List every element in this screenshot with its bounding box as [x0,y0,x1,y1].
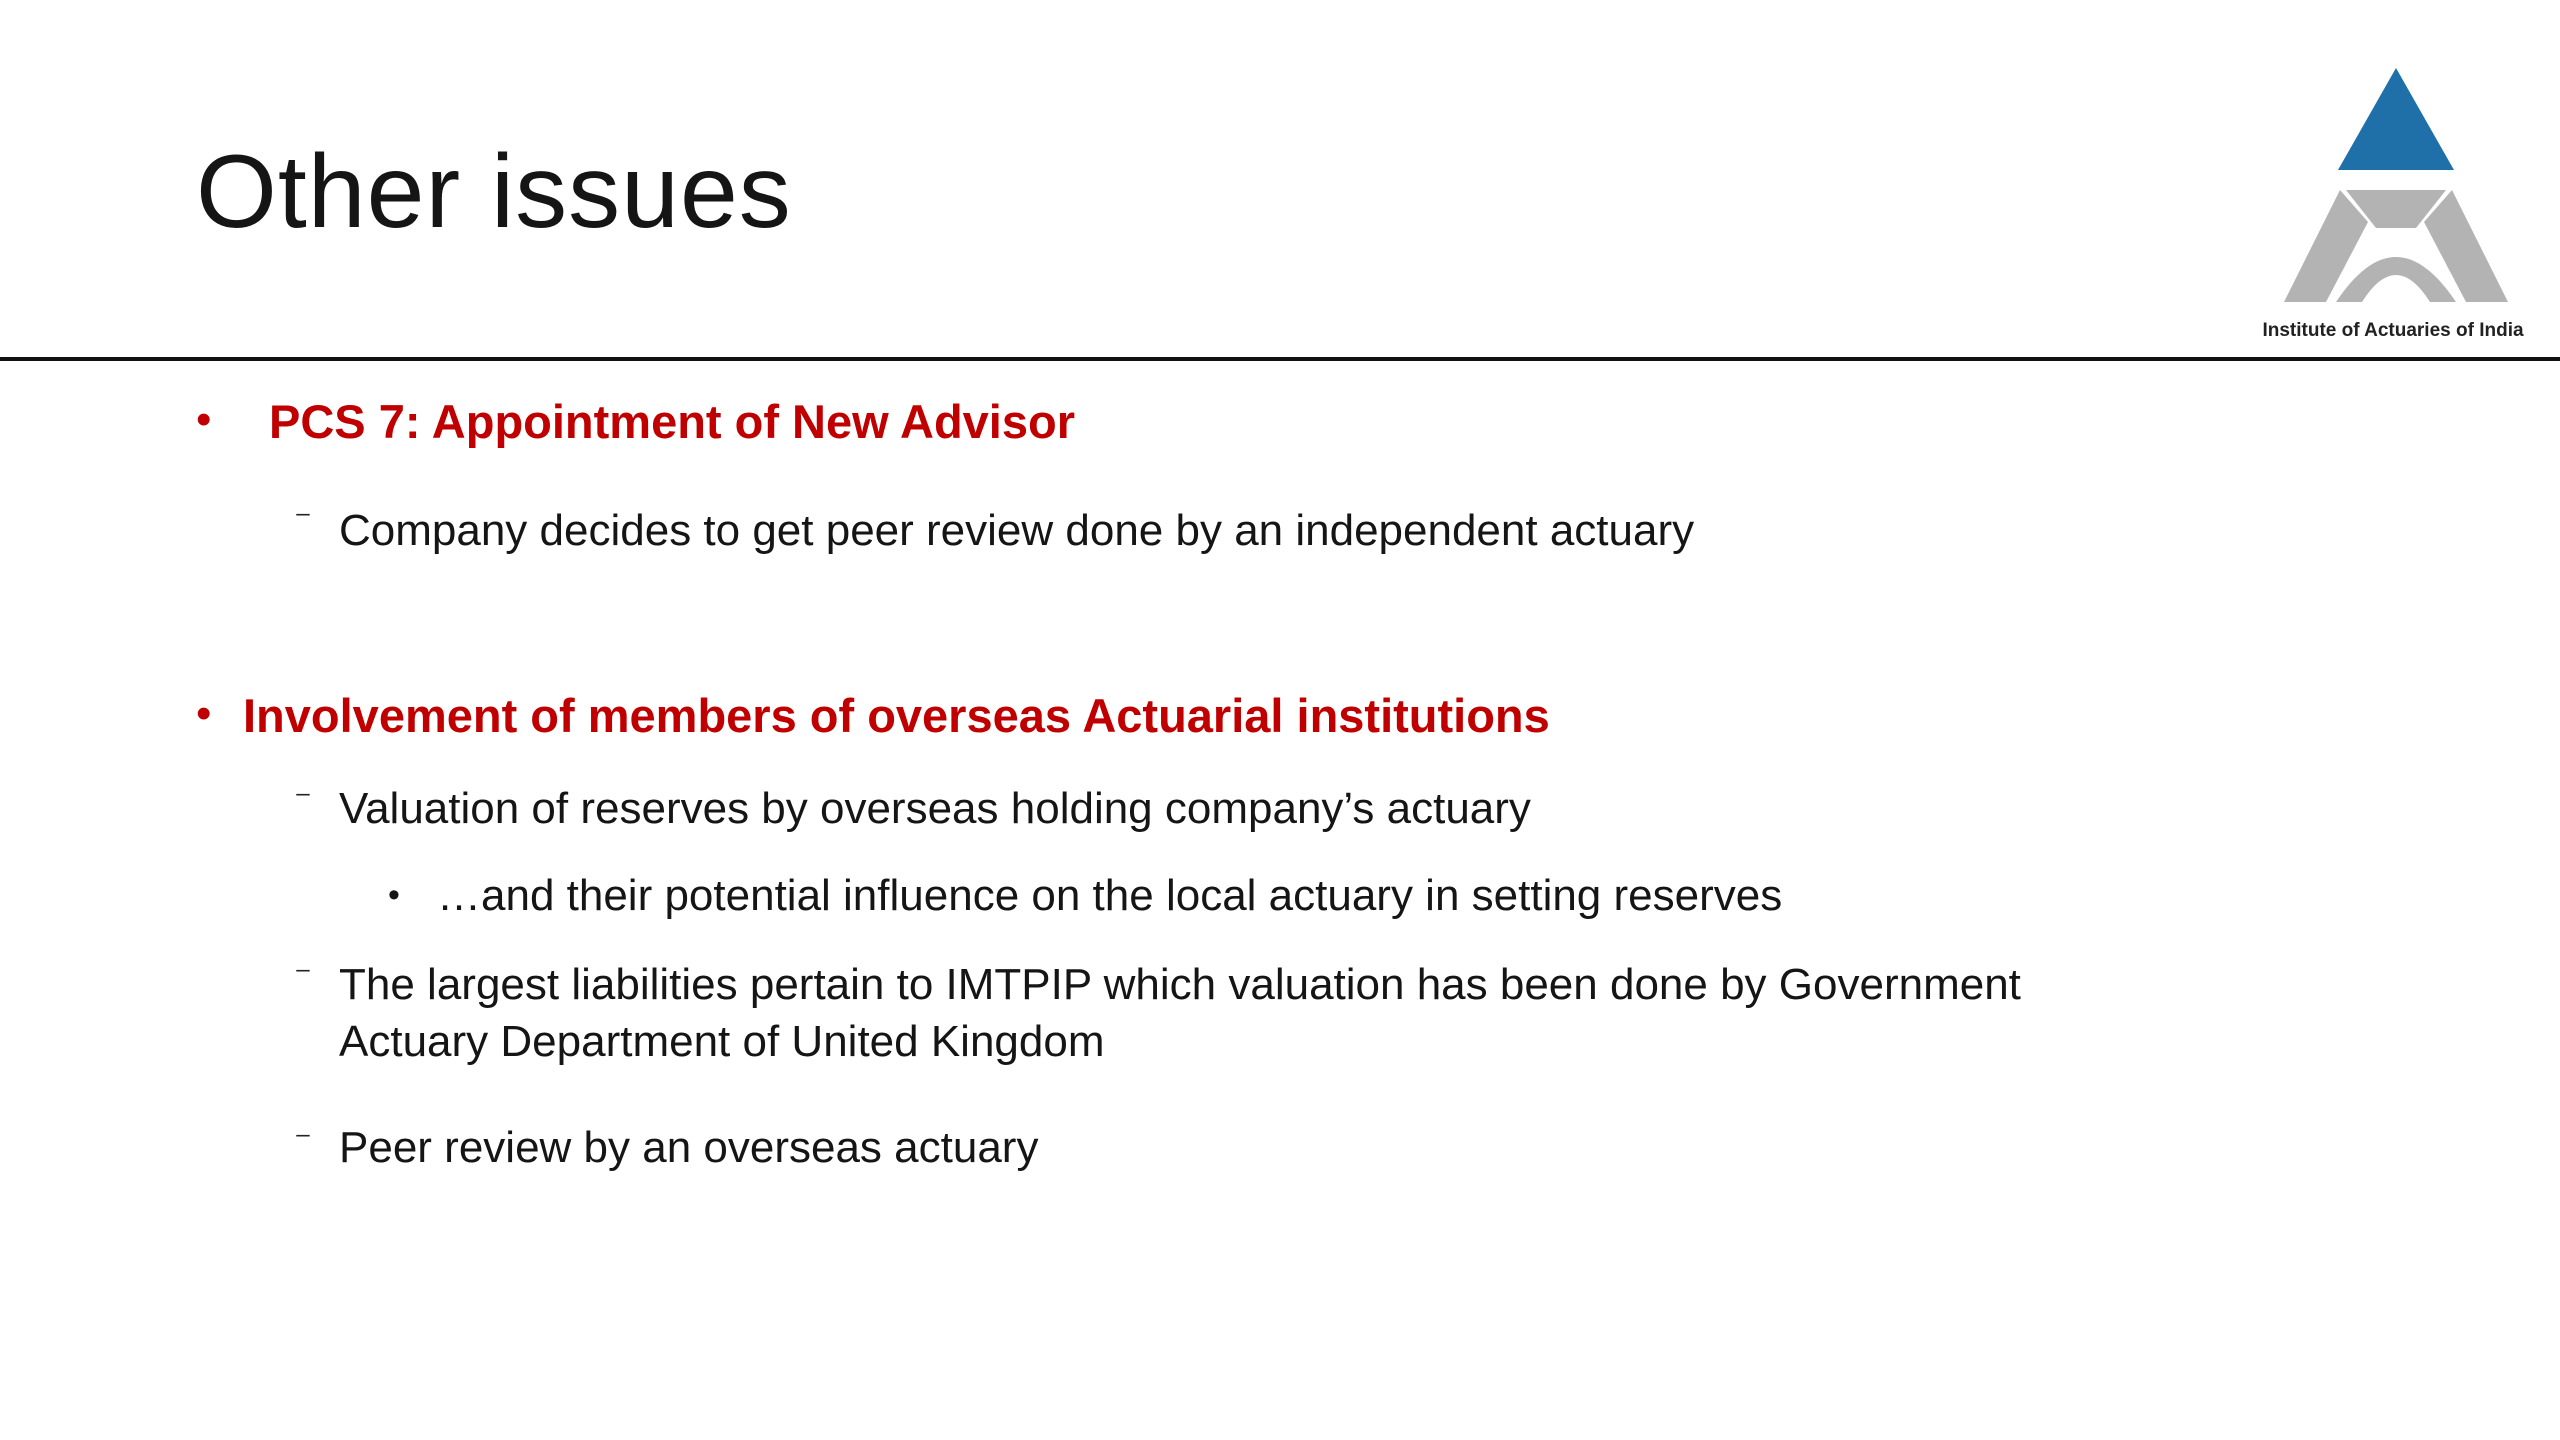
dash-icon: ⁻ [294,958,312,996]
institute-logo [2248,62,2538,352]
section-heading-overseas: Involvement of members of overseas Actuarial institutions [243,689,1550,742]
list-item: Company decides to get peer review done by an independent actuary [339,506,1695,555]
list-item: Valuation of reserves by overseas holding company’s actuary [339,784,1531,833]
list-item: Peer review by an overseas actuary [339,1123,1039,1172]
sub-list-item: …and their potential influence on the local actuary in setting reserves [437,871,1783,920]
list-item-line2: Actuary Department of United Kingdom [339,1017,1105,1066]
dash-icon: ⁻ [294,782,312,820]
dash-icon: ⁻ [294,1123,312,1161]
bullet-icon: • [196,689,212,738]
logo-caption: Institute of Actuaries of India [2262,320,2524,341]
sub-bullet-icon: • [388,876,400,914]
section-heading-pcs7: PCS 7: Appointment of New Advisor [269,395,1075,448]
slide-title: Other issues [196,134,792,250]
title-divider [0,357,2560,361]
list-item-line1: The largest liabilities pertain to IMTPIP which valuation has been done by Government [339,960,2021,1009]
dash-icon: ⁻ [294,502,312,540]
bullet-icon: • [196,395,212,444]
logo-mark-icon [2248,62,2538,312]
